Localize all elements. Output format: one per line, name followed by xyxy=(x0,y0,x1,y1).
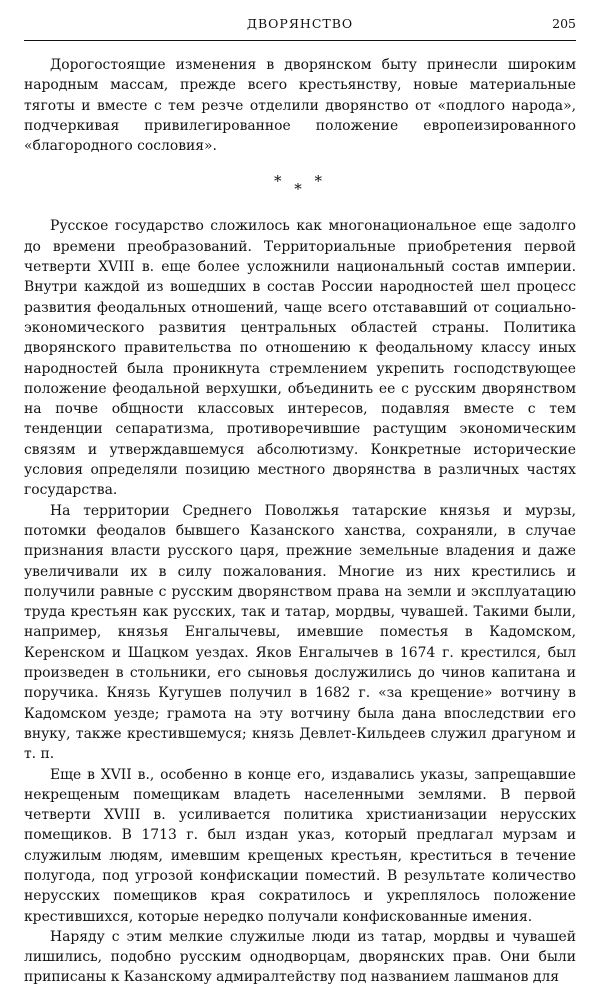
paragraph-5: Наряду с этим мелкие служилые люди из татар, мордвы и чувашей лишились, подобно русским однодворцам, дворянских прав. Они были приписаны к Казанскому адмиралтейству под названием лашманов для xyxy=(24,928,576,986)
separator-star: * xyxy=(294,180,306,199)
section-separator xyxy=(24,174,576,200)
separator-star: * xyxy=(273,172,286,191)
paragraph-1: Дорогостоящие изменения в дворянском быту принесли широким народным массам, прежде всего крестьянству, новые материальные тяготы и вместе с тем резче отделили дворянство от «подлого народа», подчеркивая привилегированное положение европеизированного «благородного сословия». xyxy=(24,57,576,155)
paragraph-3: На территории Среднего Поволжья татарские князья и мурзы, потомки феодалов бывшего Казанского ханства, сохраняли, в случае признания власти русского царя, прежние земельные владения и даже увеличивали их в силу пожалования. Многие из них крестились и получили равные с русским дворянством права на земли и эксплуатацию труда крестьян как русских, так и татар, мордвы, чувашей. Такими были, например, князья Енгалычевы, имевшие поместья в Кадомском, Керенском и Шацком уездах. Яков Енгалычев в 1674 г. крестился, был произведен в стольники, его сыновья дослужились до чинов капитана и поручика. Князь Кугушев получил в 1682 г. «за крещение» вотчину в Кадомском уезде; грамота на эту вотчину была дана впоследствии его внуку, также крестившемуся; князь Девлет-Кильдеев служил драгуном и т. п. xyxy=(24,502,576,763)
running-title: ДВОРЯНСТВО xyxy=(246,16,354,31)
separator-star: * xyxy=(314,172,327,191)
running-header xyxy=(24,16,576,38)
page-body xyxy=(24,55,576,988)
paragraph-4: Еще в XVII в., особенно в конце его, издавались указы, запрещавшие некрещеным помещикам владеть населенными землями. В первой четверти XVIII в. усиливается политика христианизации нерусских помещиков. В 1713 г. был издан указ, который предлагал мурзам и служилым людям, имевшим крещеных крестьян, креститься в течение полугода, под угрозой конфискации поместий. В результате количество нерусских помещиков края сократилось и укреплялось положение крестившихся, которые нередко получали конфискованные имения. xyxy=(24,766,576,925)
page-number: 205 xyxy=(552,16,576,31)
paragraph-2: Русское государство сложилось как многонациональное еще задолго до времени преобразований. Территориальные приобретения первой четверти XVIII в. еще более усложнили национальный состав империи. Внутри каждой из вошедших в состав России народностей шел процесс развития феодальных отношений, чаще всего отстававший от социально-экономического развития центральных областей страны. Политика дворянского правительства по отношению к феодальному классу иных народностей была проникнута стремлением укрепить господствующее положение феодальной верхушки, объединить ее с русским дворянством на почве общности классовых интересов, подавляя вместе с тем тенденции сепаратизма, противоречившие растущим экономическим связям и утверждавшемуся абсолютизму. Конкретные исторические условия определяли позицию местного дворянства в различных частях государства. xyxy=(24,218,576,499)
header-rule xyxy=(24,40,576,41)
